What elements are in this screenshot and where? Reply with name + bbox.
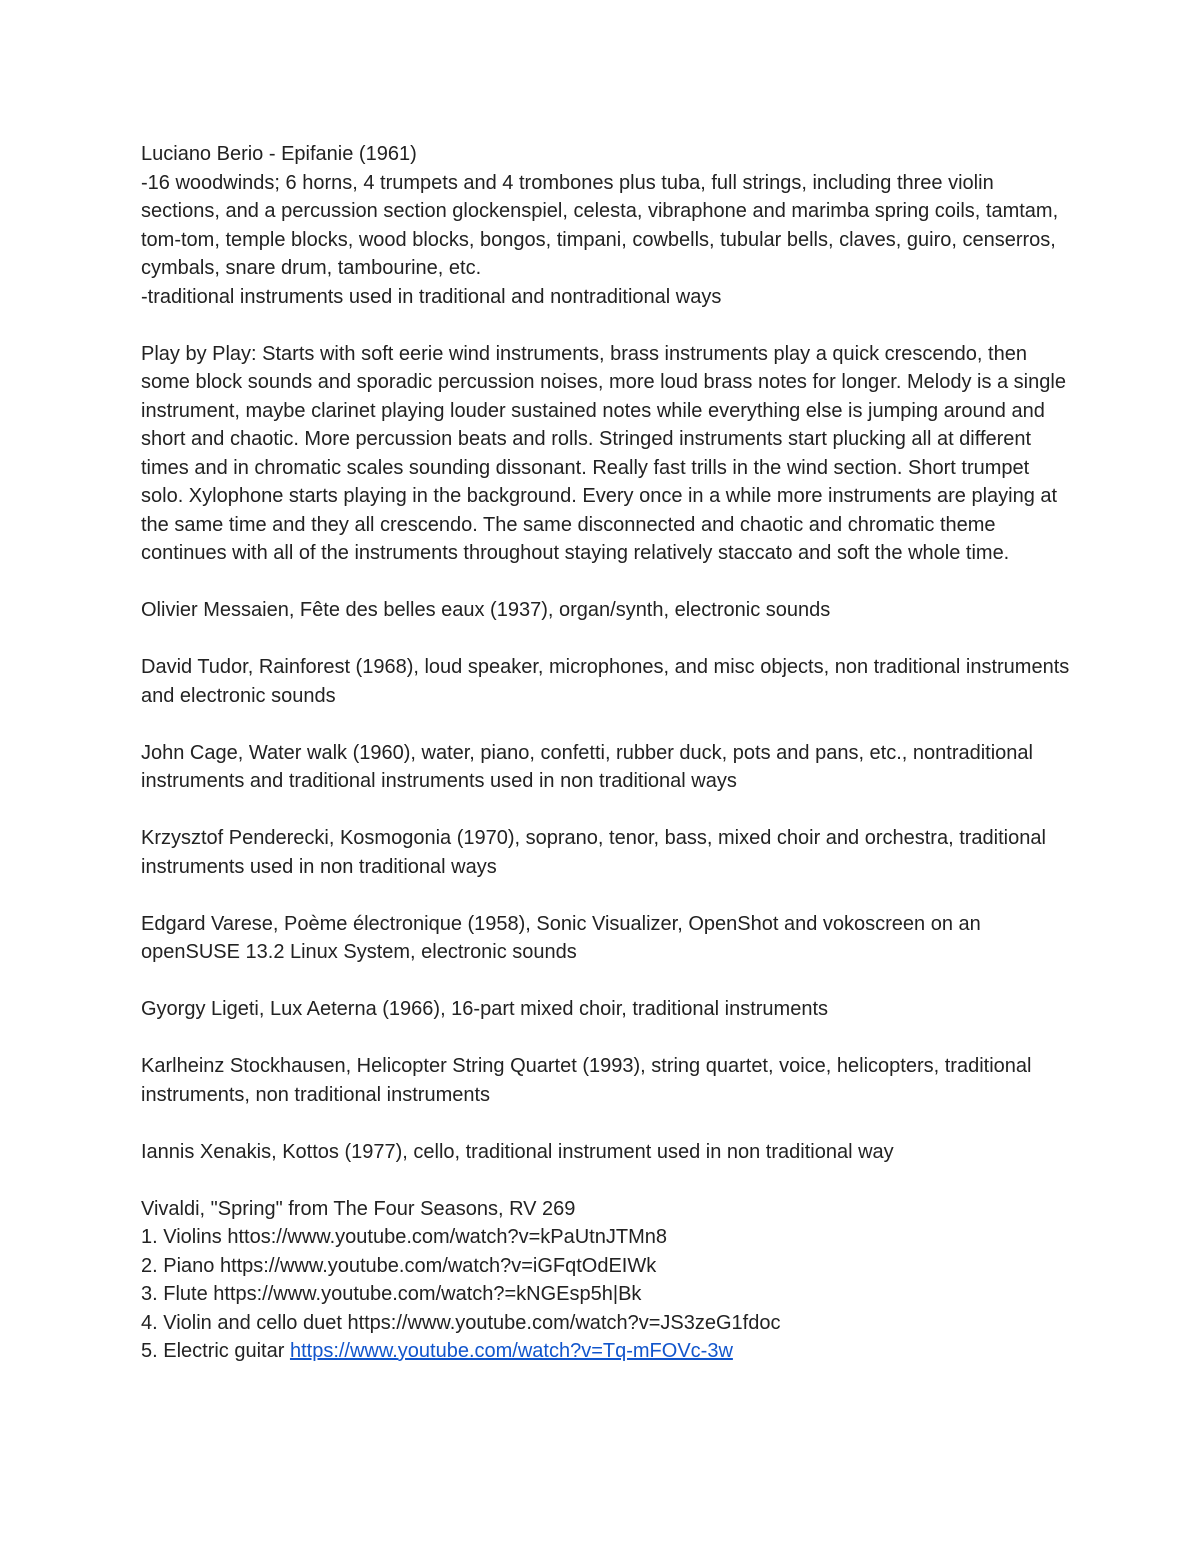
electric-guitar-link[interactable]: https://www.youtube.com/watch?v=Tq-mFOVc-3w (289, 1340, 733, 1362)
vivaldi-title: Vivaldi, "Spring" from The Four Seasons, RV 269 (141, 1197, 576, 1220)
document-body (141, 140, 1071, 1366)
list-item: 4. Violin and cello duet https://www.youtube.com/watch?v=JS3zeG1fdoc (141, 1311, 781, 1334)
entry-stockhausen: Karlheinz Stockhausen, Helicopter String Quartet (1993), string quartet, voice, helicopters, traditional instruments, non traditional instruments (141, 1055, 1032, 1106)
paragraph-gap (141, 1109, 1071, 1138)
berio-usage: -traditional instruments used in traditional and nontraditional ways (141, 285, 722, 308)
paragraph-gap (141, 967, 1071, 996)
paragraph-gap (141, 311, 1071, 340)
entry-ligeti: Gyorgy Ligeti, Lux Aeterna (1966), 16-part mixed choir, traditional instruments (141, 998, 829, 1020)
list-item: 1. Violins httos://www.youtube.com/watch?v=kPaUtnJTMn8 (141, 1226, 667, 1248)
list-item (141, 1337, 1071, 1366)
entry-tudor: David Tudor, Rainforest (1968), loud speaker, microphones, and misc objects, non traditional instruments and electronic sounds (141, 656, 1070, 707)
play-by-play-paragraph: Play by Play: Starts with soft eerie wind instruments, brass instruments play a quick crescendo, then some block sounds and sporadic percussion noises, more loud brass notes for longer. Melody is a single instrument, maybe clarinet playing louder sustained notes while everything else is jumping around and short and chaotic. More percussion beats and rolls. Stringed instruments start plucking all at different times and in chromatic scales sounding dissonant. Really fast trills in the wind section. Short trumpet solo. Xylophone starts playing in the background. Every once in a while more instruments are playing at the same time and they all crescendo. The same disconnected and chaotic and chromatic theme continues with all of the instruments throughout staying relatively staccato and soft the whole time. (141, 342, 1066, 564)
entry-messiaen: Olivier Messaien, Fête des belles eaux (1937), organ/synth, electronic sounds (141, 599, 831, 621)
paragraph-gap (141, 1024, 1071, 1053)
list-item: 3. Flute https://www.youtube.com/watch?=kNGEsp5h|Bk (141, 1283, 642, 1305)
list-item: 2. Piano https://www.youtube.com/watch?v=iGFqtOdEIWk (141, 1254, 657, 1277)
list-item-label: 5. Electric guitar (141, 1340, 290, 1362)
berio-instruments: -16 woodwinds; 6 horns, 4 trumpets and 4 trombones plus tuba, full strings, including three violin sections, and a percussion section glockenspiel, celesta, vibraphone and marimba spring coils, tamtam, tom-tom, temple blocks, wood blocks, bongos, timpani, cowbells, tubular bells, claves, guiro, censerros, cymbals, snare drum, tambourine, etc. (141, 171, 1059, 279)
paragraph-gap (141, 710, 1071, 739)
entry-cage: John Cage, Water walk (1960), water, piano, confetti, rubber duck, pots and pans, etc., nontraditional instruments and traditional instruments used in non traditional ways (141, 741, 1033, 792)
paragraph-gap (141, 568, 1071, 597)
entry-varese: Edgard Varese, Poème électronique (1958), Sonic Visualizer, OpenShot and vokoscreen on an openSUSE 13.2 Linux System, electronic sounds (141, 912, 981, 963)
entry-penderecki: Krzysztof Penderecki, Kosmogonia (1970), soprano, tenor, bass, mixed choir and orchestra, traditional instruments used in non traditional ways (141, 827, 1046, 878)
berio-title: Luciano Berio - Epifanie (1961) (141, 143, 417, 165)
paragraph-gap (141, 625, 1071, 654)
entry-xenakis: Iannis Xenakis, Kottos (1977), cello, traditional instrument used in non traditional way (141, 1140, 894, 1163)
paragraph-gap (141, 796, 1071, 825)
paragraph-gap (141, 881, 1071, 910)
paragraph-gap (141, 1166, 1071, 1195)
